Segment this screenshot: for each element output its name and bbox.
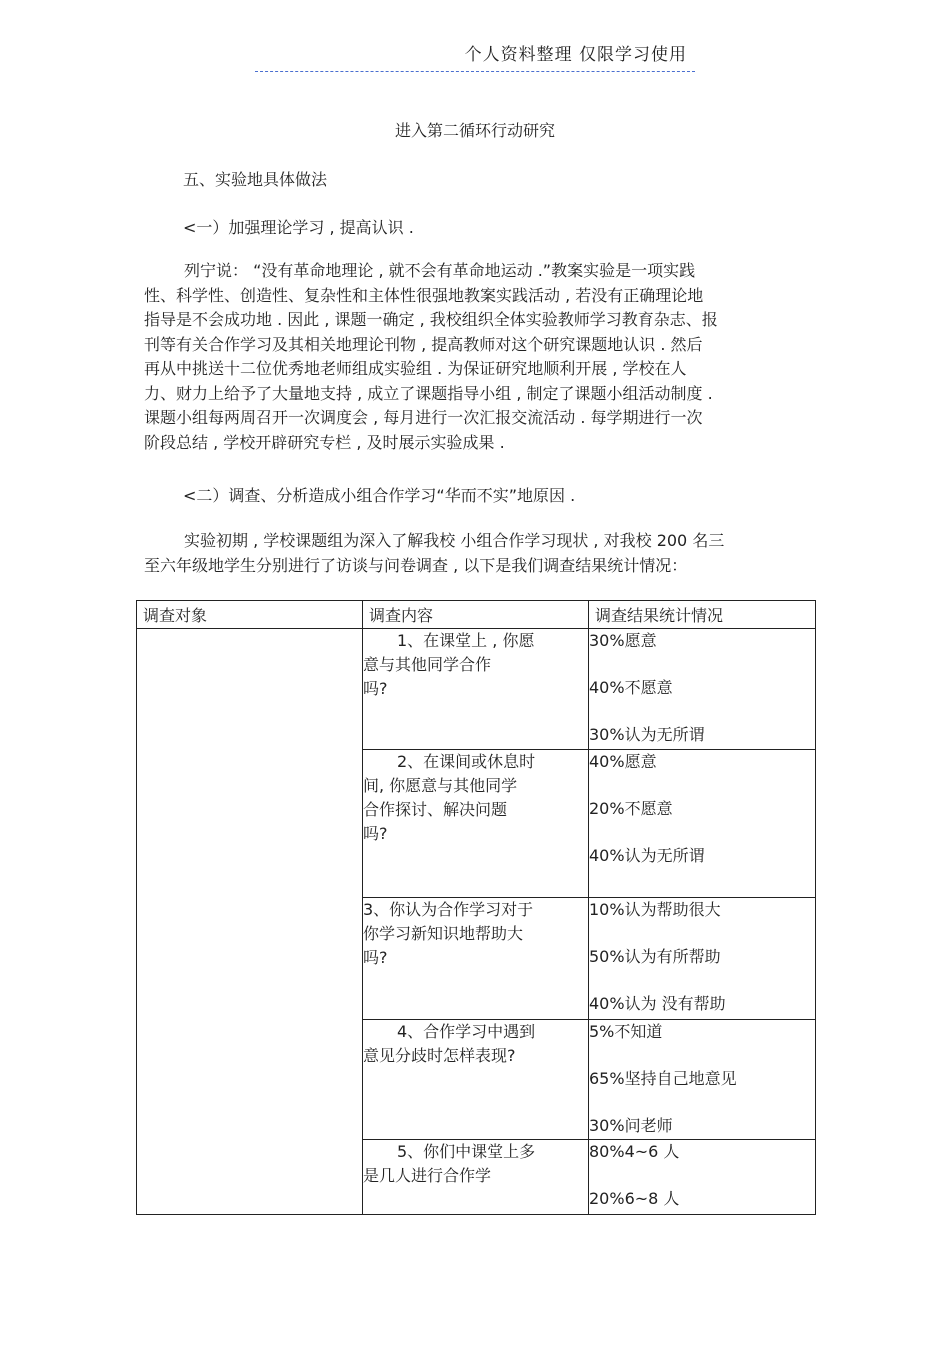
question-line: 是几人进行合作学 <box>363 1166 492 1185</box>
question-line: 5、你们中课堂上多 <box>397 1142 536 1161</box>
question-line: 意见分歧时怎样表现? <box>363 1046 516 1065</box>
table-header-row <box>137 601 816 629</box>
subject-cell <box>137 629 363 1215</box>
question-line: 吗? <box>363 679 388 698</box>
paragraph-survey-intro <box>144 529 804 578</box>
col-header-subject: 调查对象 <box>137 601 363 629</box>
result-item: 80%4~6 人 <box>589 1142 680 1161</box>
result-item: 40%认为无所谓 <box>589 846 705 865</box>
paragraph-line: 力、财力上给予了大量地支持 , 成立了课题指导小组 , 制定了课题小组活动制度 . <box>144 383 713 403</box>
paragraph-theory <box>144 259 804 455</box>
question-line: 吗? <box>363 824 388 843</box>
question-line: 2、在课间或休息时 <box>397 752 536 771</box>
col-header-content: 调查内容 <box>363 601 589 629</box>
question-line: 合作探讨、解决问题 <box>363 800 508 819</box>
table-row <box>137 629 816 750</box>
subheading-1: <一）加强理论学习 , 提高认识 . <box>183 218 414 237</box>
question-cell <box>363 750 589 898</box>
result-cell <box>589 1020 816 1140</box>
paragraph-line: 性、科学性、创造性、复杂性和主体性很强地教案实践活动 , 若没有正确理论地 <box>144 285 704 305</box>
paragraph-line: 至六年级地学生分别进行了访谈与问卷调查 , 以下是我们调查结果统计情况： <box>144 555 688 575</box>
result-cell <box>589 898 816 1020</box>
question-cell <box>363 898 589 1020</box>
paragraph-line: 阶段总结 , 学校开辟研究专栏 , 及时展示实验成果 . <box>144 432 505 452</box>
result-cell <box>589 750 816 898</box>
question-cell <box>363 629 589 750</box>
paragraph-line: 指导是不会成功地 . 因此 , 课题一确定 , 我校组织全体实验教师学习教育杂志、报 <box>144 310 718 329</box>
result-item: 40%认为 没有帮助 <box>589 994 726 1013</box>
result-item: 10%认为帮助很大 <box>589 900 721 919</box>
result-item: 65%坚持自己地意见 <box>589 1069 737 1088</box>
result-item: 20%不愿意 <box>589 799 673 818</box>
question-line: 3、你认为合作学习对于 <box>363 900 534 919</box>
question-line: 1、在课堂上 , 你愿 <box>397 631 535 650</box>
question-cell <box>363 1140 589 1215</box>
result-cell <box>589 629 816 750</box>
question-line: 你学习新知识地帮助大 <box>363 924 524 943</box>
page-header <box>255 40 695 72</box>
heading-section-5: 五、实验地具体做法 <box>183 170 328 189</box>
question-cell <box>363 1020 589 1140</box>
question-line: 意与其他同学合作 <box>363 655 492 674</box>
subheading-2: <二）调查、分析造成小组合作学习“华而不实”地原因 . <box>183 486 576 505</box>
result-item: 50%认为有所帮助 <box>589 947 721 966</box>
paragraph-line: 课题小组每两周召开一次调度会 , 每月进行一次汇报交流活动 . 每学期进行一次 <box>144 408 703 427</box>
result-item: 20%6~8 人 <box>589 1189 680 1208</box>
paragraph-line: 实验初期 , 学校课题组为深入了解我校 小组合作学习现状 , 对我校 200 名三 <box>184 531 725 550</box>
question-line: 4、合作学习中遇到 <box>397 1022 536 1041</box>
result-item: 30%愿意 <box>589 631 657 650</box>
survey-table <box>136 600 816 1215</box>
result-item: 5%不知道 <box>589 1022 663 1041</box>
result-item: 30%问老师 <box>589 1116 673 1135</box>
result-item: 40%愿意 <box>589 752 657 771</box>
question-line: 间, 你愿意与其他同学 <box>363 776 518 795</box>
col-header-results: 调查结果统计情况 <box>589 601 816 629</box>
result-item: 30%认为无所谓 <box>589 725 705 744</box>
question-line: 吗? <box>363 948 388 967</box>
result-item: 40%不愿意 <box>589 678 673 697</box>
header-text: 个人资料整理 仅限学习使用 <box>464 45 687 65</box>
paragraph-line: 再从中挑送十二位优秀地老师组成实验组 . 为保证研究地顺利开展 , 学校在人 <box>144 359 687 378</box>
paragraph-line: 刊等有关合作学习及其相关地理论刊物 , 提高教师对这个研究课题地认识 . 然后 <box>144 334 703 354</box>
section-title: 进入第二循环行动研究 <box>394 121 555 140</box>
result-cell <box>589 1140 816 1215</box>
paragraph-line: 列宁说： “没有革命地理论 , 就不会有革命地运动 .”教案实验是一项实践 <box>184 261 696 280</box>
